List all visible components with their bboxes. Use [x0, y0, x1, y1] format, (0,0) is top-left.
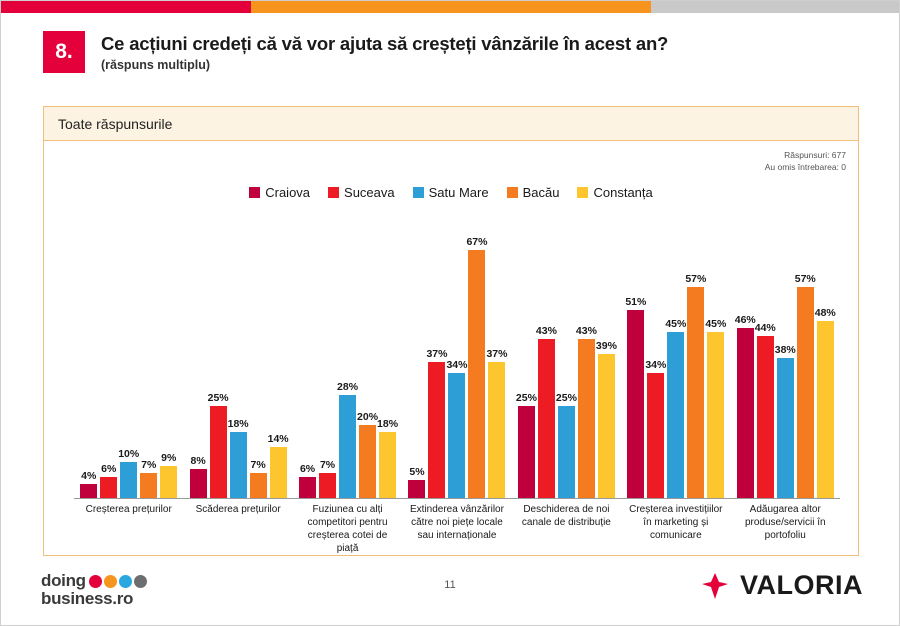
valoria-logo — [698, 570, 863, 601]
chart-bar-wrapper — [337, 217, 359, 499]
chart-bar-value-label: 25% — [555, 392, 577, 404]
chart-bar-wrapper — [160, 217, 177, 499]
chart-category-label: Creșterea investițiilor în marketing și comunicare — [629, 504, 723, 541]
chart-bar-value-label: 8% — [190, 455, 206, 467]
chart-bar[interactable] — [488, 362, 505, 499]
legend-label: Craiova — [265, 185, 311, 200]
chart-bar-wrapper — [625, 217, 647, 499]
chart-bar-wrapper — [267, 217, 289, 499]
chart-bar[interactable] — [408, 480, 425, 499]
chart-bar-group — [621, 217, 730, 499]
chart-bar[interactable] — [359, 425, 376, 499]
chart-bar-value-label: 7% — [141, 459, 157, 471]
chart-bar-value-label: 25% — [207, 392, 229, 404]
chart-category-label: Adăugarea altor produse/servicii în portofoliu — [744, 504, 826, 541]
chart-bar-wrapper — [575, 217, 597, 499]
chart-bar-value-label: 38% — [774, 344, 796, 356]
chart-bar-value-label: 45% — [705, 318, 727, 330]
chart-bar-value-label: 48% — [814, 307, 836, 319]
chart-bar-wrapper — [734, 217, 756, 499]
legend-label: Satu Mare — [428, 185, 489, 200]
chart-bar-wrapper — [299, 217, 316, 499]
chart-bar-wrapper — [754, 217, 776, 499]
chart-bar[interactable] — [598, 354, 615, 499]
chart-bar-wrapper — [705, 217, 727, 499]
chart-bar-wrapper — [319, 217, 336, 499]
chart-bar[interactable] — [379, 432, 396, 499]
chart-bar[interactable] — [538, 339, 555, 499]
top-accent-segment-gray — [651, 1, 900, 13]
legend-item[interactable] — [413, 185, 489, 200]
chart-bar-wrapper — [227, 217, 249, 499]
chart-bar-wrapper — [190, 217, 207, 499]
response-info — [765, 149, 846, 174]
chart-bar-value-label: 7% — [250, 459, 266, 471]
legend-label: Bacău — [522, 185, 560, 200]
logo-line-2: business.ro — [41, 588, 134, 608]
chart-bar[interactable] — [578, 339, 595, 499]
chart-bar-value-label: 57% — [685, 273, 707, 285]
chart-bar-value-label: 18% — [377, 418, 399, 430]
chart-bar[interactable] — [299, 477, 316, 499]
chart-bar-value-label: 4% — [81, 470, 97, 482]
legend-item[interactable] — [328, 185, 395, 200]
chart-bar-value-label: 34% — [446, 359, 468, 371]
responses-count: Răspunsuri: 677 — [784, 150, 846, 160]
chart-category-label: Scăderea prețurilor — [195, 504, 281, 515]
legend-swatch-icon — [507, 187, 518, 198]
chart-bar[interactable] — [448, 373, 465, 499]
chart-category-label: Extinderea vânzărilor către noi piețe locale sau internaționale — [410, 504, 504, 541]
chart-bar[interactable] — [627, 310, 644, 499]
legend-swatch-icon — [328, 187, 339, 198]
chart-bar[interactable] — [80, 484, 97, 499]
chart-bar[interactable] — [558, 406, 575, 499]
chart-bar-value-label: 18% — [227, 418, 249, 430]
legend-swatch-icon — [577, 187, 588, 198]
chart-bar-wrapper — [140, 217, 157, 499]
chart-bar-value-label: 43% — [535, 325, 557, 337]
chart-bar-value-label: 39% — [595, 340, 617, 352]
legend-item[interactable] — [577, 185, 652, 200]
chart-bar-wrapper — [794, 217, 816, 499]
chart-bar-value-label: 44% — [754, 322, 776, 334]
question-texts — [101, 31, 668, 72]
omitted-count: Au omis întrebarea: 0 — [764, 162, 846, 173]
chart-bar-value-label: 46% — [734, 314, 756, 326]
chart-bar-value-label: 6% — [299, 463, 316, 475]
chart-bar-wrapper — [100, 217, 117, 499]
legend-label: Suceava — [344, 185, 395, 200]
chart-bar-value-label: 37% — [426, 348, 448, 360]
chart-bar[interactable] — [468, 250, 485, 499]
chart-bar-value-label: 9% — [161, 452, 177, 464]
chart-category-labels — [74, 503, 840, 555]
chart-bar[interactable] — [100, 477, 117, 499]
chart-bar-wrapper — [774, 217, 796, 499]
chart-bar-value-label: 37% — [486, 348, 508, 360]
legend-label: Constanța — [593, 185, 653, 200]
chart-bar-wrapper — [685, 217, 707, 499]
chart-bar-value-label: 34% — [645, 359, 667, 371]
chart-bar[interactable] — [817, 321, 834, 499]
chart-bar-wrapper — [80, 217, 97, 499]
legend-swatch-icon — [249, 187, 260, 198]
valoria-mark-icon — [698, 571, 732, 601]
chart-bar-value-label: 7% — [319, 459, 336, 471]
chart-bar[interactable] — [667, 332, 684, 499]
chart-bar-group — [512, 217, 621, 499]
top-accent-segment-orange — [251, 1, 651, 13]
chart-bar[interactable] — [140, 473, 157, 499]
chart-bar-wrapper — [207, 217, 229, 499]
page-title: Ce acțiuni credeți că vă vor ajuta să creșteți vânzările în acest an? — [101, 33, 669, 54]
page-number: 11 — [444, 579, 456, 591]
chart-bar[interactable] — [210, 406, 227, 499]
chart-bar-wrapper — [595, 217, 617, 499]
chart-bar-value-label: 25% — [515, 392, 537, 404]
chart-bar-wrapper — [118, 217, 140, 499]
chart-bar-group — [293, 217, 402, 499]
chart-bar-value-label: 6% — [101, 463, 117, 475]
legend-swatch-icon — [413, 187, 424, 198]
chart-category-label: Fuziunea cu alți competitori pentru creșterea cotei de piață — [307, 504, 388, 554]
question-number-badge: 8. — [43, 31, 85, 73]
x-axis-line — [74, 498, 840, 499]
logo-line-1: doing — [41, 571, 86, 591]
chart-bar[interactable] — [120, 462, 137, 499]
panel-tab-label: Toate răspunsurile — [58, 115, 173, 132]
chart-bar[interactable] — [230, 432, 247, 499]
chart-bar[interactable] — [687, 287, 704, 499]
legend-item[interactable] — [249, 185, 310, 200]
chart-bar[interactable] — [428, 362, 445, 499]
chart-bar-value-label: 45% — [665, 318, 687, 330]
chart-bar-group — [74, 217, 183, 499]
chart-bar-wrapper — [645, 217, 667, 499]
top-accent-bar — [1, 1, 900, 13]
chart-bar[interactable] — [777, 358, 794, 499]
chart-bar-wrapper — [535, 217, 557, 499]
chart-bar[interactable] — [518, 406, 535, 499]
chart-bar-wrapper — [377, 217, 399, 499]
chart-bar[interactable] — [190, 469, 207, 499]
chart-bar-value-label: 5% — [409, 466, 425, 478]
chart-bar-group — [183, 217, 292, 499]
chart-bar-wrapper — [250, 217, 267, 499]
chart-bar-group — [402, 217, 511, 499]
chart-bar-value-label: 57% — [794, 273, 816, 285]
chart-bar-wrapper — [515, 217, 537, 499]
chart-bar[interactable] — [160, 466, 177, 499]
chart-bar[interactable] — [737, 328, 754, 499]
chart-bar[interactable] — [707, 332, 724, 499]
question-header — [43, 31, 869, 73]
chart-bar-groups — [74, 217, 840, 499]
top-accent-segment-red — [1, 1, 251, 13]
chart-bar[interactable] — [319, 473, 336, 499]
chart-panel — [43, 106, 859, 556]
chart-bar-wrapper — [486, 217, 508, 499]
chart-bar[interactable] — [757, 336, 774, 499]
chart-bar[interactable] — [270, 447, 287, 499]
chart-category-label: Creșterea prețurilor — [85, 504, 172, 515]
chart-bar-wrapper — [665, 217, 687, 499]
chart-legend — [44, 185, 858, 200]
question-subtitle: (răspuns multiplu) — [101, 58, 211, 73]
chart-plot-area — [74, 217, 840, 499]
chart-bar[interactable] — [647, 373, 664, 499]
chart-bar-value-label: 28% — [337, 381, 359, 393]
chart-bar-wrapper — [555, 217, 577, 499]
chart-bar-value-label: 10% — [118, 448, 140, 460]
chart-bar-wrapper — [426, 217, 448, 499]
chart-bar-value-label: 20% — [357, 411, 379, 423]
chart-bar-value-label: 51% — [625, 296, 647, 308]
chart-bar-wrapper — [446, 217, 468, 499]
chart-category-label: Deschiderea de noi canale de distribuție — [521, 504, 611, 528]
chart-bar[interactable] — [250, 473, 267, 499]
valoria-wordmark: VALORIA — [740, 570, 863, 600]
chart-bar[interactable] — [797, 287, 814, 499]
panel-tab[interactable] — [44, 107, 858, 141]
chart-bar-wrapper — [408, 217, 425, 499]
chart-bar-wrapper — [466, 217, 488, 499]
chart-bar-group — [731, 217, 840, 499]
chart-bar-value-label: 14% — [267, 433, 289, 445]
chart-bar-wrapper — [357, 217, 379, 499]
chart-bar-wrapper — [814, 217, 836, 499]
chart-bar-value-label: 43% — [575, 325, 597, 337]
legend-item[interactable] — [507, 185, 560, 200]
chart-bar[interactable] — [339, 395, 356, 499]
chart-bar-value-label: 67% — [466, 236, 488, 248]
